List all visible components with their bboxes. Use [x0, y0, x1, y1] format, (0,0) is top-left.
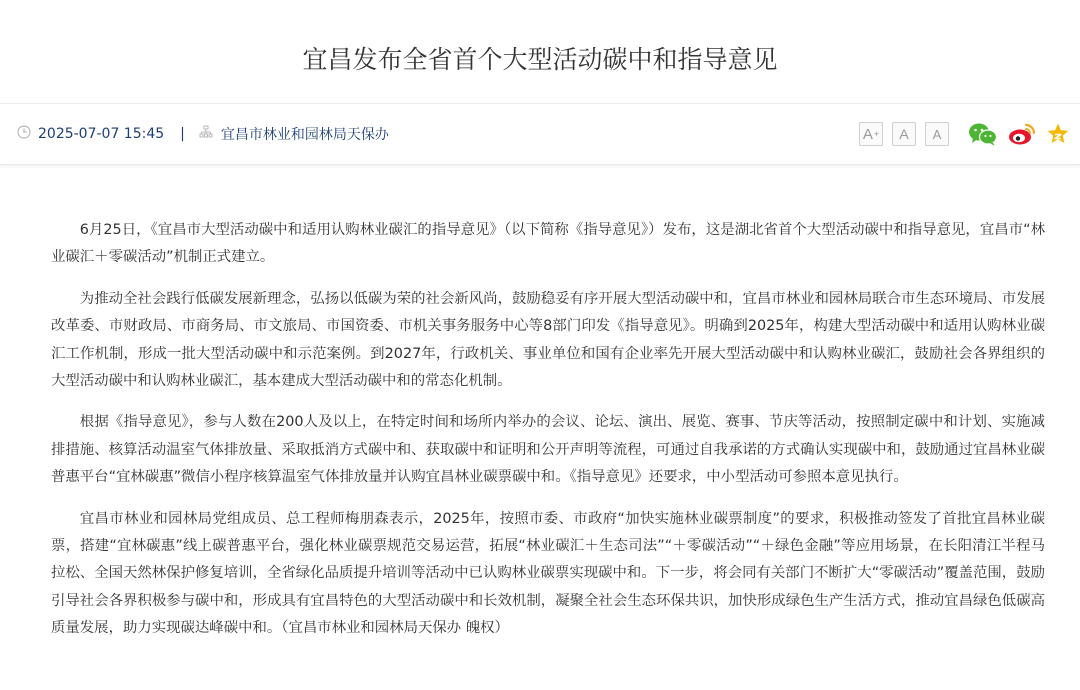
font-decrease-button[interactable]: A	[925, 122, 949, 146]
article-title: 宜昌发布全省首个大型活动碳中和指导意见	[302, 45, 778, 74]
article-paragraph: 根据《指导意见》，参与人数在200人及以上，在特定时间和场所内举办的会议、论坛、演出、展览、赛事、节庆等活动，按照制定碳中和计划、实施减排措施、核算活动温室气体排放量、采取抵消方式碳中和、获取碳中和证明和公开声明等流程，可通过自我承诺的方式确认实现碳中和，鼓励通过宜昌林业碳普惠平台“宜林碳惠”微信小程序核算温室气体排放量并认购宜昌林业碳票碳中和。《指导意见》还要求，中小型活动可参照本意见执行。	[51, 414, 1045, 486]
article-body	[51, 217, 1045, 657]
toolbar	[859, 104, 1070, 164]
wechat-icon[interactable]	[968, 122, 998, 146]
font-increase-button[interactable]: A +	[859, 122, 883, 146]
article-meta	[17, 104, 389, 164]
article-source[interactable]: 宜昌市林业和园林局天保办	[220, 127, 389, 143]
article-paragraph: 为推动全社会践行低碳发展新理念，弘扬以低碳为荣的社会新风尚，鼓励稳妥有序开展大型活动碳中和，宜昌市林业和园林局联合市生态环境局、市发展改革委、市财政局、市商务局、市文旅局、市国资委、市机关事务服务中心等8部门印发《指导意见》。明确到2025年，构建大型活动碳中和适用认购林业碳汇工作机制，形成一批大型活动碳中和示范案例。到2027年，行政机关、事业单位和国有企业率先开展大型活动碳中和认购林业碳汇，鼓励社会各界组织的大型活动碳中和认购林业碳汇，基本建成大型活动碳中和的常态化机制。	[51, 290, 1045, 390]
org-icon	[199, 125, 213, 143]
favorite-star-icon[interactable]	[1046, 122, 1070, 146]
publish-date: 2025-07-07 15:45	[38, 126, 165, 142]
clock-icon	[17, 125, 31, 143]
meta-separator: |	[180, 126, 185, 142]
article-paragraph: 宜昌市林业和园林局党组成员、总工程师梅朋森表示，2025年，按照市委、市政府“加快实施林业碳票制度”的要求，积极推动签发了首批宜昌林业碳票，搭建“宜林碳惠”线上碳普惠平台，强化林业碳票规范交易运营，拓展“林业碳汇＋生态司法”“＋零碳活动”“＋绿色金融”等应用场景，在长阳清江半程马拉松、全国天然林保护修复培训，全省绿化品质提升培训等活动中已认购林业碳票实现碳中和。下一步，将会同有关部门不断扩大“零碳活动”覆盖范围，鼓励引导社会各界积极参与碳中和，形成具有宜昌特色的大型活动碳中和长效机制，凝聚全社会生态环保共识，加快形成绿色生产生活方式，推动宜昌绿色低碳高质量发展，助力实现碳达峰碳中和。（宜昌市林业和园林局天保办 魄权）	[51, 510, 1045, 637]
font-default-button[interactable]: A	[892, 122, 916, 146]
weibo-icon[interactable]	[1008, 122, 1036, 146]
article-meta-bar	[0, 103, 1080, 165]
article-paragraph: 6月25日，《宜昌市大型活动碳中和适用认购林业碳汇的指导意见》（以下简称《指导意见》）发布，这是湖北省首个大型活动碳中和指导意见，宜昌市“林业碳汇＋零碳活动”机制正式建立。	[51, 222, 1045, 266]
